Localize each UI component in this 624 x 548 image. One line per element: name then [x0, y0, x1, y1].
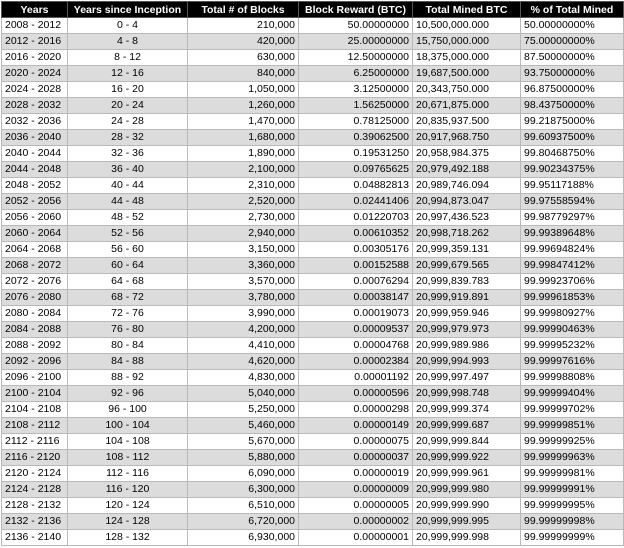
cell-total-mined: 20,989,746.094 — [413, 178, 521, 194]
table-row — [2, 370, 624, 386]
cell-block-reward: 0.00000075 — [299, 434, 413, 450]
cell-block-reward: 6.25000000 — [299, 66, 413, 82]
cell-percent-mined: 99.99995232% — [521, 338, 624, 354]
cell-total-mined: 20,835,937.500 — [413, 114, 521, 130]
table-row — [2, 322, 624, 338]
table-row — [2, 434, 624, 450]
cell-block-reward: 0.00000298 — [299, 402, 413, 418]
cell-years: 2044 - 2048 — [2, 162, 68, 178]
cell-total-blocks: 2,940,000 — [188, 226, 299, 242]
cell-total-mined: 20,917,968.750 — [413, 130, 521, 146]
cell-percent-mined: 99.90234375% — [521, 162, 624, 178]
cell-total-blocks: 1,470,000 — [188, 114, 299, 130]
cell-years-since-inception: 56 - 60 — [68, 242, 188, 258]
cell-block-reward: 0.00001192 — [299, 370, 413, 386]
table-row — [2, 466, 624, 482]
cell-total-mined: 20,999,999.961 — [413, 466, 521, 482]
cell-total-mined: 20,999,839.783 — [413, 274, 521, 290]
cell-years: 2092 - 2096 — [2, 354, 68, 370]
table-row — [2, 290, 624, 306]
cell-total-mined: 20,994,873.047 — [413, 194, 521, 210]
cell-percent-mined: 99.99997616% — [521, 354, 624, 370]
header-years: Years — [2, 2, 68, 18]
cell-total-blocks: 5,670,000 — [188, 434, 299, 450]
table-row — [2, 18, 624, 34]
cell-block-reward: 3.12500000 — [299, 82, 413, 98]
cell-years: 2072 - 2076 — [2, 274, 68, 290]
cell-block-reward: 25.00000000 — [299, 34, 413, 50]
cell-years-since-inception: 44 - 48 — [68, 194, 188, 210]
cell-years: 2108 - 2112 — [2, 418, 68, 434]
cell-percent-mined: 99.99998808% — [521, 370, 624, 386]
table-header — [2, 2, 624, 18]
cell-total-blocks: 4,830,000 — [188, 370, 299, 386]
cell-total-mined: 20,979,492.188 — [413, 162, 521, 178]
cell-block-reward: 50.00000000 — [299, 18, 413, 34]
cell-total-blocks: 6,510,000 — [188, 498, 299, 514]
cell-total-blocks: 3,360,000 — [188, 258, 299, 274]
table-row — [2, 130, 624, 146]
cell-block-reward: 0.09765625 — [299, 162, 413, 178]
cell-years-since-inception: 4 - 8 — [68, 34, 188, 50]
cell-total-mined: 20,999,999.980 — [413, 482, 521, 498]
cell-total-mined: 18,375,000.000 — [413, 50, 521, 66]
cell-percent-mined: 99.99999999% — [521, 530, 624, 546]
table-row — [2, 418, 624, 434]
cell-years-since-inception: 80 - 84 — [68, 338, 188, 354]
table-row — [2, 66, 624, 82]
cell-percent-mined: 99.21875000% — [521, 114, 624, 130]
cell-percent-mined: 99.99389648% — [521, 226, 624, 242]
cell-total-blocks: 1,680,000 — [188, 130, 299, 146]
cell-years: 2080 - 2084 — [2, 306, 68, 322]
cell-total-blocks: 3,150,000 — [188, 242, 299, 258]
cell-percent-mined: 99.99694824% — [521, 242, 624, 258]
cell-block-reward: 0.00000596 — [299, 386, 413, 402]
cell-years-since-inception: 124 - 128 — [68, 514, 188, 530]
cell-total-blocks: 420,000 — [188, 34, 299, 50]
cell-years: 2136 - 2140 — [2, 530, 68, 546]
cell-years: 2052 - 2056 — [2, 194, 68, 210]
cell-years: 2076 - 2080 — [2, 290, 68, 306]
cell-block-reward: 0.00000037 — [299, 450, 413, 466]
cell-percent-mined: 99.98779297% — [521, 210, 624, 226]
cell-total-blocks: 5,880,000 — [188, 450, 299, 466]
cell-total-blocks: 2,520,000 — [188, 194, 299, 210]
cell-years: 2060 - 2064 — [2, 226, 68, 242]
cell-total-blocks: 2,310,000 — [188, 178, 299, 194]
cell-total-blocks: 6,720,000 — [188, 514, 299, 530]
cell-block-reward: 0.00000002 — [299, 514, 413, 530]
table-row — [2, 162, 624, 178]
cell-years: 2024 - 2028 — [2, 82, 68, 98]
cell-total-mined: 15,750,000.000 — [413, 34, 521, 50]
table-row — [2, 530, 624, 546]
cell-total-mined: 20,999,999.990 — [413, 498, 521, 514]
cell-years: 2120 - 2124 — [2, 466, 68, 482]
table-row — [2, 178, 624, 194]
cell-block-reward: 0.02441406 — [299, 194, 413, 210]
table-row — [2, 274, 624, 290]
cell-block-reward: 12.50000000 — [299, 50, 413, 66]
table-row — [2, 82, 624, 98]
cell-total-mined: 20,999,999.374 — [413, 402, 521, 418]
cell-total-blocks: 1,050,000 — [188, 82, 299, 98]
cell-years: 2012 - 2016 — [2, 34, 68, 50]
cell-total-blocks: 6,300,000 — [188, 482, 299, 498]
cell-block-reward: 0.04882813 — [299, 178, 413, 194]
cell-percent-mined: 99.99999963% — [521, 450, 624, 466]
cell-years-since-inception: 72 - 76 — [68, 306, 188, 322]
cell-percent-mined: 87.50000000% — [521, 50, 624, 66]
cell-years: 2008 - 2012 — [2, 18, 68, 34]
cell-block-reward: 0.00076294 — [299, 274, 413, 290]
cell-years: 2104 - 2108 — [2, 402, 68, 418]
cell-block-reward: 0.01220703 — [299, 210, 413, 226]
header-row — [2, 2, 624, 18]
cell-years-since-inception: 52 - 56 — [68, 226, 188, 242]
cell-percent-mined: 99.99999991% — [521, 482, 624, 498]
cell-block-reward: 0.00305176 — [299, 242, 413, 258]
cell-percent-mined: 99.99999925% — [521, 434, 624, 450]
cell-total-blocks: 840,000 — [188, 66, 299, 82]
cell-total-mined: 20,999,998.748 — [413, 386, 521, 402]
cell-total-blocks: 6,090,000 — [188, 466, 299, 482]
cell-years-since-inception: 8 - 12 — [68, 50, 188, 66]
table-row — [2, 34, 624, 50]
cell-years: 2088 - 2092 — [2, 338, 68, 354]
cell-total-mined: 20,999,999.922 — [413, 450, 521, 466]
cell-years: 2032 - 2036 — [2, 114, 68, 130]
cell-total-blocks: 1,890,000 — [188, 146, 299, 162]
cell-total-mined: 20,999,997.497 — [413, 370, 521, 386]
cell-block-reward: 0.00038147 — [299, 290, 413, 306]
cell-total-blocks: 3,780,000 — [188, 290, 299, 306]
cell-years-since-inception: 64 - 68 — [68, 274, 188, 290]
cell-years: 2132 - 2136 — [2, 514, 68, 530]
cell-total-blocks: 4,200,000 — [188, 322, 299, 338]
cell-total-mined: 20,999,989.986 — [413, 338, 521, 354]
cell-total-mined: 20,998,718.262 — [413, 226, 521, 242]
table-row — [2, 258, 624, 274]
cell-total-mined: 20,343,750.000 — [413, 82, 521, 98]
cell-total-mined: 20,999,994.993 — [413, 354, 521, 370]
header-total-mined: Total Mined BTC — [413, 2, 521, 18]
cell-years: 2068 - 2072 — [2, 258, 68, 274]
cell-total-mined: 20,999,999.844 — [413, 434, 521, 450]
cell-years-since-inception: 128 - 132 — [68, 530, 188, 546]
cell-total-blocks: 1,260,000 — [188, 98, 299, 114]
cell-percent-mined: 99.97558594% — [521, 194, 624, 210]
cell-total-mined: 20,999,919.891 — [413, 290, 521, 306]
cell-years: 2028 - 2032 — [2, 98, 68, 114]
cell-block-reward: 0.19531250 — [299, 146, 413, 162]
cell-total-blocks: 5,250,000 — [188, 402, 299, 418]
cell-percent-mined: 99.99999851% — [521, 418, 624, 434]
cell-block-reward: 0.00000001 — [299, 530, 413, 546]
header-total-blocks: Total # of Blocks — [188, 2, 299, 18]
cell-percent-mined: 96.87500000% — [521, 82, 624, 98]
cell-years: 2040 - 2044 — [2, 146, 68, 162]
table-row — [2, 402, 624, 418]
cell-total-mined: 20,999,359.131 — [413, 242, 521, 258]
cell-total-mined: 20,999,999.998 — [413, 530, 521, 546]
cell-percent-mined: 99.95117188% — [521, 178, 624, 194]
table-row — [2, 386, 624, 402]
header-years-since-inception: Years since Inception — [68, 2, 188, 18]
cell-total-mined: 19,687,500.000 — [413, 66, 521, 82]
cell-block-reward: 0.00019073 — [299, 306, 413, 322]
cell-years: 2124 - 2128 — [2, 482, 68, 498]
cell-years-since-inception: 0 - 4 — [68, 18, 188, 34]
cell-years: 2036 - 2040 — [2, 130, 68, 146]
cell-percent-mined: 99.99847412% — [521, 258, 624, 274]
cell-block-reward: 0.39062500 — [299, 130, 413, 146]
cell-total-mined: 20,999,979.973 — [413, 322, 521, 338]
cell-total-mined: 20,958,984.375 — [413, 146, 521, 162]
cell-total-blocks: 630,000 — [188, 50, 299, 66]
cell-block-reward: 0.00000009 — [299, 482, 413, 498]
cell-years-since-inception: 100 - 104 — [68, 418, 188, 434]
table-row — [2, 242, 624, 258]
cell-years-since-inception: 96 - 100 — [68, 402, 188, 418]
table-row — [2, 210, 624, 226]
table-row — [2, 482, 624, 498]
cell-years-since-inception: 20 - 24 — [68, 98, 188, 114]
cell-years-since-inception: 40 - 44 — [68, 178, 188, 194]
cell-years-since-inception: 12 - 16 — [68, 66, 188, 82]
table-row — [2, 194, 624, 210]
cell-years-since-inception: 92 - 96 — [68, 386, 188, 402]
cell-total-mined: 20,999,999.687 — [413, 418, 521, 434]
cell-percent-mined: 99.99980927% — [521, 306, 624, 322]
cell-total-blocks: 5,040,000 — [188, 386, 299, 402]
cell-years-since-inception: 32 - 36 — [68, 146, 188, 162]
cell-percent-mined: 50.00000000% — [521, 18, 624, 34]
cell-years-since-inception: 88 - 92 — [68, 370, 188, 386]
cell-years: 2016 - 2020 — [2, 50, 68, 66]
cell-total-mined: 10,500,000.000 — [413, 18, 521, 34]
cell-total-mined: 20,997,436.523 — [413, 210, 521, 226]
cell-percent-mined: 99.99999981% — [521, 466, 624, 482]
cell-block-reward: 0.00000149 — [299, 418, 413, 434]
cell-percent-mined: 99.99923706% — [521, 274, 624, 290]
cell-percent-mined: 99.99999995% — [521, 498, 624, 514]
cell-years: 2020 - 2024 — [2, 66, 68, 82]
cell-block-reward: 0.00002384 — [299, 354, 413, 370]
cell-years: 2056 - 2060 — [2, 210, 68, 226]
cell-years-since-inception: 28 - 32 — [68, 130, 188, 146]
cell-years: 2128 - 2132 — [2, 498, 68, 514]
cell-total-blocks: 210,000 — [188, 18, 299, 34]
table-row — [2, 306, 624, 322]
cell-years-since-inception: 60 - 64 — [68, 258, 188, 274]
cell-years: 2064 - 2068 — [2, 242, 68, 258]
cell-percent-mined: 99.99999998% — [521, 514, 624, 530]
cell-percent-mined: 98.43750000% — [521, 98, 624, 114]
cell-percent-mined: 99.99990463% — [521, 322, 624, 338]
cell-years: 2096 - 2100 — [2, 370, 68, 386]
cell-total-blocks: 4,620,000 — [188, 354, 299, 370]
cell-years-since-inception: 24 - 28 — [68, 114, 188, 130]
cell-total-mined: 20,671,875.000 — [413, 98, 521, 114]
cell-total-blocks: 3,570,000 — [188, 274, 299, 290]
cell-block-reward: 0.00004768 — [299, 338, 413, 354]
table-row — [2, 514, 624, 530]
cell-years-since-inception: 120 - 124 — [68, 498, 188, 514]
cell-percent-mined: 99.80468750% — [521, 146, 624, 162]
cell-years-since-inception: 116 - 120 — [68, 482, 188, 498]
cell-years: 2112 - 2116 — [2, 434, 68, 450]
cell-total-blocks: 4,410,000 — [188, 338, 299, 354]
table-row — [2, 98, 624, 114]
cell-years: 2116 - 2120 — [2, 450, 68, 466]
cell-total-mined: 20,999,679.565 — [413, 258, 521, 274]
cell-total-blocks: 2,100,000 — [188, 162, 299, 178]
table-row — [2, 114, 624, 130]
cell-percent-mined: 99.99999404% — [521, 386, 624, 402]
table-row — [2, 146, 624, 162]
cell-years-since-inception: 16 - 20 — [68, 82, 188, 98]
cell-years: 2084 - 2088 — [2, 322, 68, 338]
cell-total-blocks: 3,990,000 — [188, 306, 299, 322]
cell-block-reward: 0.00009537 — [299, 322, 413, 338]
cell-percent-mined: 99.99961853% — [521, 290, 624, 306]
cell-total-blocks: 5,460,000 — [188, 418, 299, 434]
btc-supply-table — [1, 1, 624, 546]
cell-block-reward: 0.00000019 — [299, 466, 413, 482]
cell-years: 2100 - 2104 — [2, 386, 68, 402]
cell-total-blocks: 2,730,000 — [188, 210, 299, 226]
cell-years-since-inception: 76 - 80 — [68, 322, 188, 338]
cell-block-reward: 0.00610352 — [299, 226, 413, 242]
cell-total-mined: 20,999,959.946 — [413, 306, 521, 322]
cell-years-since-inception: 104 - 108 — [68, 434, 188, 450]
cell-years-since-inception: 68 - 72 — [68, 290, 188, 306]
table-row — [2, 354, 624, 370]
cell-years-since-inception: 84 - 88 — [68, 354, 188, 370]
cell-total-blocks: 6,930,000 — [188, 530, 299, 546]
header-percent-mined: % of Total Mined — [521, 2, 624, 18]
header-block-reward: Block Reward (BTC) — [299, 2, 413, 18]
cell-block-reward: 1.56250000 — [299, 98, 413, 114]
cell-percent-mined: 75.00000000% — [521, 34, 624, 50]
cell-years-since-inception: 108 - 112 — [68, 450, 188, 466]
cell-years-since-inception: 36 - 40 — [68, 162, 188, 178]
table-row — [2, 450, 624, 466]
cell-years-since-inception: 48 - 52 — [68, 210, 188, 226]
cell-block-reward: 0.00000005 — [299, 498, 413, 514]
cell-years-since-inception: 112 - 116 — [68, 466, 188, 482]
table-body — [2, 18, 624, 546]
cell-total-mined: 20,999,999.995 — [413, 514, 521, 530]
table-row — [2, 498, 624, 514]
cell-percent-mined: 99.99999702% — [521, 402, 624, 418]
table-row — [2, 226, 624, 242]
cell-percent-mined: 99.60937500% — [521, 130, 624, 146]
table-row — [2, 338, 624, 354]
cell-years: 2048 - 2052 — [2, 178, 68, 194]
cell-block-reward: 0.78125000 — [299, 114, 413, 130]
cell-percent-mined: 93.75000000% — [521, 66, 624, 82]
cell-block-reward: 0.00152588 — [299, 258, 413, 274]
table-row — [2, 50, 624, 66]
